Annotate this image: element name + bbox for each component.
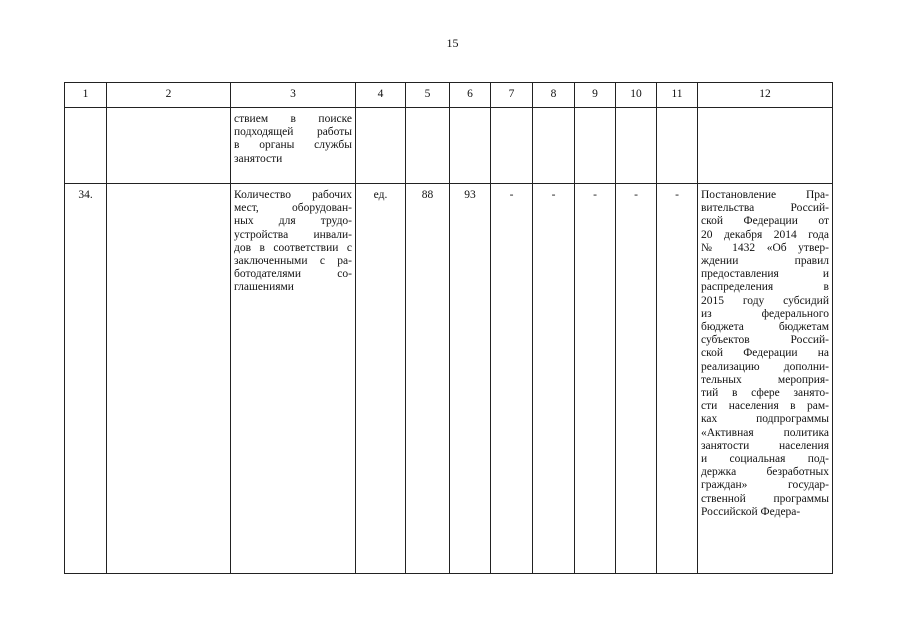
table-cell <box>107 184 231 574</box>
table-cell <box>356 108 406 184</box>
header-cell: 1 <box>65 83 107 108</box>
text-line: бюджета бюджетам <box>701 321 829 334</box>
page-number: 15 <box>446 36 459 50</box>
indicator-text-continuation <box>231 108 356 184</box>
header-cell: 11 <box>657 83 698 108</box>
text-line: ской Федерации от <box>701 215 829 228</box>
unit-cell: ед. <box>356 184 406 574</box>
header-cell: 12 <box>698 83 833 108</box>
text-line: вительства Россий- <box>701 202 829 215</box>
value-cell-6: 93 <box>450 184 491 574</box>
header-cell: 2 <box>107 83 231 108</box>
table-cell <box>491 108 533 184</box>
value-cell-5: 88 <box>406 184 450 574</box>
text-line: из федерального <box>701 307 829 320</box>
table-row <box>65 108 833 184</box>
text-line: субъектов Россий- <box>701 334 829 347</box>
table-row <box>65 184 833 574</box>
table-cell <box>698 108 833 184</box>
value-cell-7: - <box>491 184 533 574</box>
text-line: занятости населения <box>701 439 829 452</box>
table-cell <box>406 108 450 184</box>
text-line: ботодателями со- <box>234 268 352 281</box>
text-line: сти населения в рам- <box>701 400 829 413</box>
header-cell: 7 <box>491 83 533 108</box>
text-line: занятости <box>234 152 283 165</box>
text-line: «Активная политика <box>701 426 829 439</box>
value-cell-9: - <box>575 184 616 574</box>
legal-basis-cell <box>698 184 833 574</box>
text-line: подходящей работы <box>234 126 352 139</box>
indicator-name <box>231 184 356 574</box>
text-line: граждан» государ- <box>701 479 829 492</box>
header-cell: 4 <box>356 83 406 108</box>
text-line: ках подпрограммы <box>701 413 829 426</box>
text-line: 2015 году субсидий <box>701 294 829 307</box>
table-cell <box>657 108 698 184</box>
text-line: глашениями <box>234 281 294 294</box>
text-line: № 1432 «Об утвер- <box>701 241 829 254</box>
text-line: ской Федерации на <box>701 347 829 360</box>
table-cell <box>616 108 657 184</box>
indicators-table <box>64 82 833 574</box>
header-cell: 8 <box>533 83 575 108</box>
text-line: предоставления и <box>701 268 829 281</box>
header-cell: 9 <box>575 83 616 108</box>
table-cell <box>575 108 616 184</box>
text-line: 20 декабря 2014 года <box>701 228 829 241</box>
header-cell: 3 <box>231 83 356 108</box>
value-cell-11: - <box>657 184 698 574</box>
text-line: распределения в <box>701 281 829 294</box>
text-line: ных для трудо- <box>234 215 352 228</box>
text-line: Российской Федера- <box>701 505 801 518</box>
text-line: в органы службы <box>234 139 352 152</box>
text-line: ствием в поиске <box>234 113 352 125</box>
value-cell-10: - <box>616 184 657 574</box>
text-line: устройства инвали- <box>234 228 352 241</box>
table-cell <box>65 108 107 184</box>
text-line: и социальная под- <box>701 453 829 466</box>
text-line: дов в соответствии с <box>234 241 352 254</box>
table-header-row <box>65 83 833 108</box>
header-cell: 5 <box>406 83 450 108</box>
text-line: ственной программы <box>701 492 829 505</box>
table-cell <box>450 108 491 184</box>
text-line: мест, оборудован- <box>234 202 352 215</box>
value-cell-8: - <box>533 184 575 574</box>
row-number: 34. <box>65 184 107 574</box>
text-line: заключенными с ра- <box>234 255 352 268</box>
text-line: Количество рабочих <box>234 189 352 201</box>
text-line: тельных мероприя- <box>701 373 829 386</box>
table-cell <box>107 108 231 184</box>
text-line: реализацию дополни- <box>701 360 829 373</box>
text-line: тий в сфере занято- <box>701 387 829 400</box>
text-line: ждении правил <box>701 255 829 268</box>
text-line: Постановление Пра- <box>701 189 829 201</box>
header-cell: 6 <box>450 83 491 108</box>
text-line: держка безработных <box>701 466 829 479</box>
header-cell: 10 <box>616 83 657 108</box>
table-cell <box>533 108 575 184</box>
